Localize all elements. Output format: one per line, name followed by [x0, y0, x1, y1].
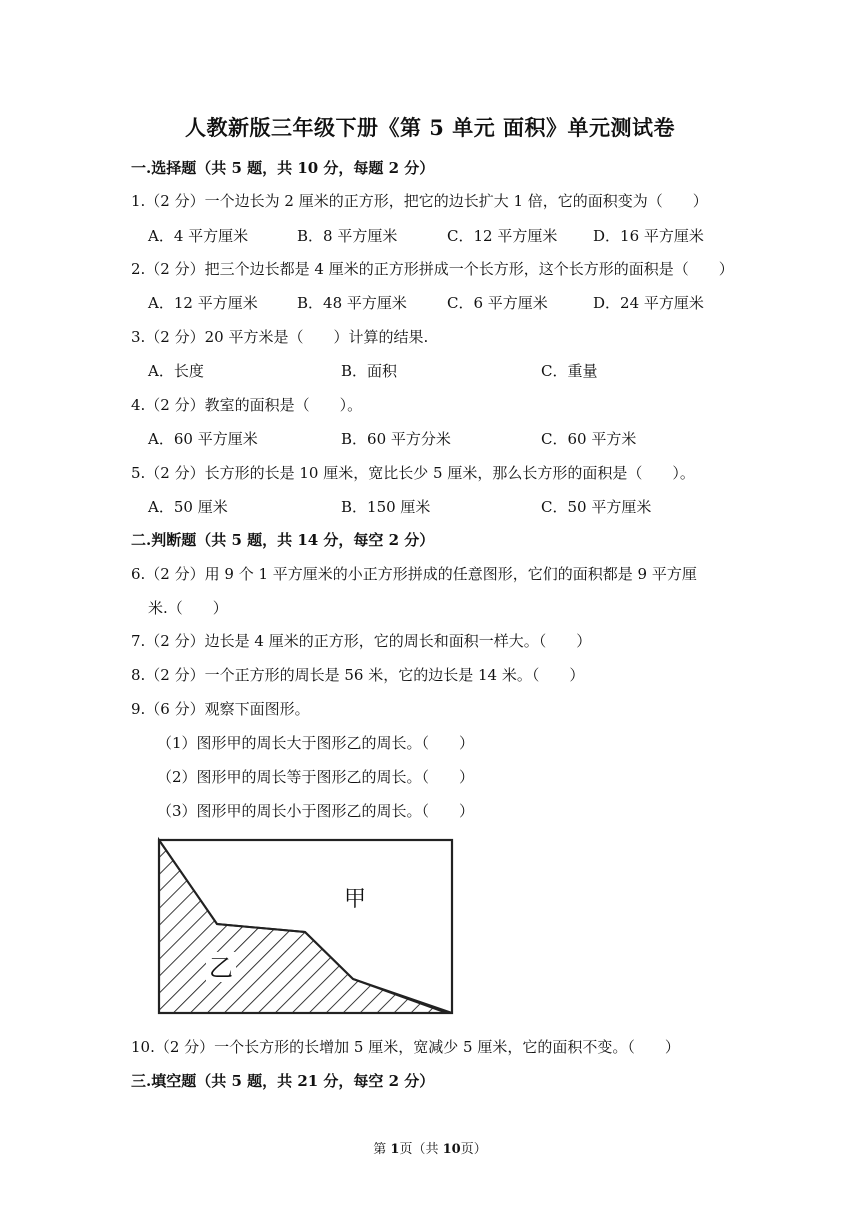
question-2-option-a: A．12 平方厘米 [148, 294, 258, 312]
question-9-part-3: （3）图形甲的周长小于图形乙的周长。（ ） [157, 802, 475, 820]
question-9-part-2: （2）图形甲的周长等于图形乙的周长。（ ） [157, 768, 475, 786]
question-4-option-c: C．60 平方米 [541, 430, 637, 448]
question-3-stem: 3.（2 分）20 平方米是（ ）计算的结果. [131, 328, 429, 346]
question-4-stem: 4.（2 分）教室的面积是（ ）。 [131, 396, 363, 414]
label-jia: 甲 [343, 887, 367, 912]
question-4-option-b: B．60 平方分米 [341, 430, 451, 448]
question-4-option-a: A．60 平方厘米 [148, 430, 258, 448]
question-9-part-1: （1）图形甲的周长大于图形乙的周长。（ ） [157, 734, 475, 752]
page-footer [0, 1138, 860, 1157]
question-1-option-c: C．12 平方厘米 [447, 227, 558, 245]
question-2-option-c: C．6 平方厘米 [447, 294, 548, 312]
question-10: 10.（2 分）一个长方形的长增加 5 厘米，宽减少 5 厘米，它的面积不变。（ ） [131, 1038, 680, 1056]
footer-prefix: 第 [373, 1142, 391, 1157]
section-heading-judgment: 二.判断题（共 5 题，共 14 分，每空 2 分） [131, 531, 435, 549]
hatched-region-yi [159, 840, 447, 1013]
question-3-option-c: C．重量 [541, 362, 598, 380]
question-1-option-b: B．8 平方厘米 [297, 227, 398, 245]
question-1-option-a: A．4 平方厘米 [148, 227, 249, 245]
page-title: 人教新版三年级下册《第 5 单元 面积》单元测试卷 [184, 115, 676, 140]
question-5-option-b: B．150 厘米 [341, 498, 431, 516]
question-5-option-a: A．50 厘米 [148, 498, 228, 516]
shape-comparison-figure [150, 832, 460, 1022]
question-5-option-c: C．50 平方厘米 [541, 498, 652, 516]
question-1-stem: 1.（2 分）一个边长为 2 厘米的正方形，把它的边长扩大 1 倍，它的面积变为（ ） [131, 192, 708, 210]
question-7: 7.（2 分）边长是 4 厘米的正方形，它的周长和面积一样大。（ ） [131, 632, 592, 650]
section-heading-choice: 一.选择题（共 5 题，共 10 分，每题 2 分） [131, 159, 435, 177]
question-6-line-1: 6.（2 分）用 9 个 1 平方厘米的小正方形拼成的任意图形，它们的面积都是 9 平方厘 [131, 565, 697, 583]
question-9-stem: 9.（6 分）观察下面图形。 [131, 700, 310, 718]
question-5-stem: 5.（2 分）长方形的长是 10 厘米，宽比长少 5 厘米，那么长方形的面积是（ ）。 [131, 464, 695, 482]
question-3-option-a: A．长度 [148, 362, 204, 380]
question-2-option-d: D．24 平方厘米 [593, 294, 704, 312]
footer-suffix: 页） [460, 1142, 487, 1157]
question-2-stem: 2.（2 分）把三个边长都是 4 厘米的正方形拼成一个长方形，这个长方形的面积是（ ） [131, 260, 734, 278]
footer-page-number: 1 [390, 1142, 400, 1157]
label-yi: 乙 [209, 954, 233, 982]
question-8: 8.（2 分）一个正方形的周长是 56 米，它的边长是 14 米。（ ） [131, 666, 585, 684]
question-3-option-b: B．面积 [341, 362, 398, 380]
footer-total-pages: 10 [442, 1142, 461, 1157]
question-2-option-b: B．48 平方厘米 [297, 294, 407, 312]
section-heading-fill-blank: 三.填空题（共 5 题，共 21 分，每空 2 分） [131, 1072, 435, 1090]
question-6-line-2: 米.（ ） [148, 599, 228, 617]
footer-mid: 页（共 [399, 1142, 443, 1157]
question-1-option-d: D．16 平方厘米 [593, 227, 704, 245]
